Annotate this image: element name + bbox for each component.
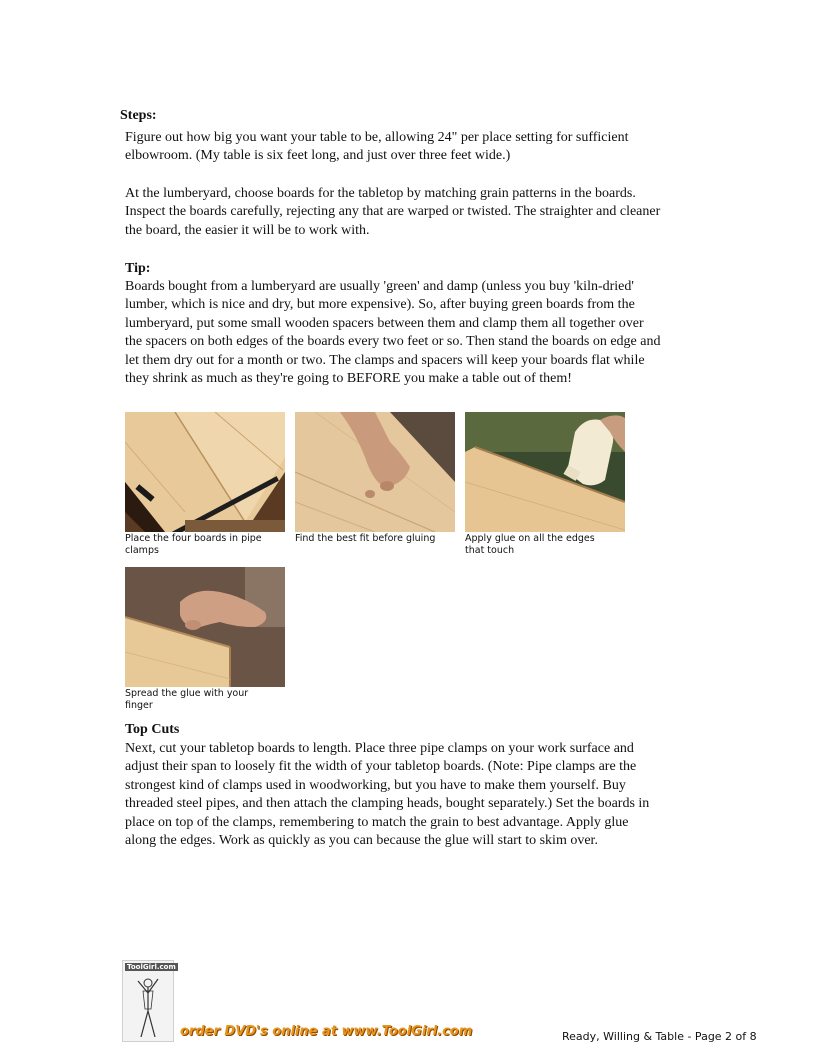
text-line: let them dry out for a month or two. The clamps and spacers will keep your boards flat while: [125, 352, 645, 368]
text-line: along the edges. Work as quickly as you can because the glue will start to skim over.: [125, 833, 598, 849]
text-line: Boards bought from a lumberyard are usually 'green' and damp (unless you buy 'kiln-dried': [125, 279, 634, 294]
text-line: Figure out how big you want your table to be, allowing 24" per place setting for sufficient: [125, 130, 629, 145]
logo-text: ToolGirl.com: [127, 963, 176, 971]
text-line: strongest kind of clamps used in woodworking, but you have to make them yourself. Buy: [125, 777, 626, 793]
text-line: place on top of the clamps, remembering to match the grain to best advantage. Apply glue: [125, 814, 629, 830]
text-line: the spacers on both edges of the boards every two feet or so. Then stand the boards on edge and: [125, 334, 661, 350]
caption-line: Spread the glue with your: [125, 688, 249, 699]
page-number-label: Ready, Willing & Table - Page 2 of 8: [562, 1030, 757, 1043]
tip-heading: Tip:: [125, 261, 151, 276]
caption-photo-3: [465, 533, 625, 557]
text-line: adjust their span to loosely fit the width of your tabletop boards. (Note: Pipe clamps are the: [125, 759, 637, 775]
woman-figure-icon: [123, 961, 173, 1041]
caption-photo-4: [125, 688, 285, 712]
caption-line: Apply glue on all the edges: [465, 533, 595, 544]
steps-heading: Steps:: [120, 108, 157, 123]
toolgirl-logo: [122, 960, 174, 1042]
top-cuts-heading: Top Cuts: [125, 722, 180, 737]
photo-apply-glue: [465, 412, 625, 532]
text-line: the board, the easier it will be to work with.: [125, 222, 370, 238]
text-line: lumberyard, put some small wooden spacers between them and clamp them all together over: [125, 315, 644, 331]
text-line: Inspect the boards carefully, rejecting any that are warped or twisted. The straighter and cleaner: [125, 204, 661, 220]
steps-paragraph-2: [125, 185, 765, 240]
caption-line: Place the four boards in pipe: [125, 533, 262, 544]
photo-spread-glue: [125, 567, 285, 687]
text-line: threaded steel pipes, and then attach the clamping heads, bought separately.) Set the boards in: [125, 796, 650, 812]
photo-boards-in-clamps: [125, 412, 285, 532]
text-line: At the lumberyard, choose boards for the tabletop by matching grain patterns in the boards.: [125, 186, 636, 201]
caption-photo-1: [125, 533, 285, 557]
caption-line: finger: [125, 700, 153, 711]
caption-line: that touch: [465, 545, 515, 556]
text-line: Next, cut your tabletop boards to length. Place three pipe clamps on your work surface and: [125, 741, 634, 756]
steps-paragraph-1: [125, 129, 765, 166]
caption-line: clamps: [125, 545, 159, 556]
promo-link[interactable]: order DVD's online at www.ToolGirl.com: [180, 1024, 473, 1039]
caption-photo-2: [295, 533, 455, 545]
top-cuts-paragraph: [125, 740, 770, 850]
text-line: they shrink as much as they're going to BEFORE you make a table out of them!: [125, 371, 572, 387]
text-line: elbowroom. (My table is six feet long, and just over three feet wide.): [125, 148, 511, 164]
caption-line: Find the best fit before gluing: [295, 533, 436, 544]
tip-paragraph: [125, 278, 770, 388]
text-line: lumber, which is nice and dry, but more expensive). So, after buying green boards from the: [125, 297, 635, 313]
photo-best-fit: [295, 412, 455, 532]
